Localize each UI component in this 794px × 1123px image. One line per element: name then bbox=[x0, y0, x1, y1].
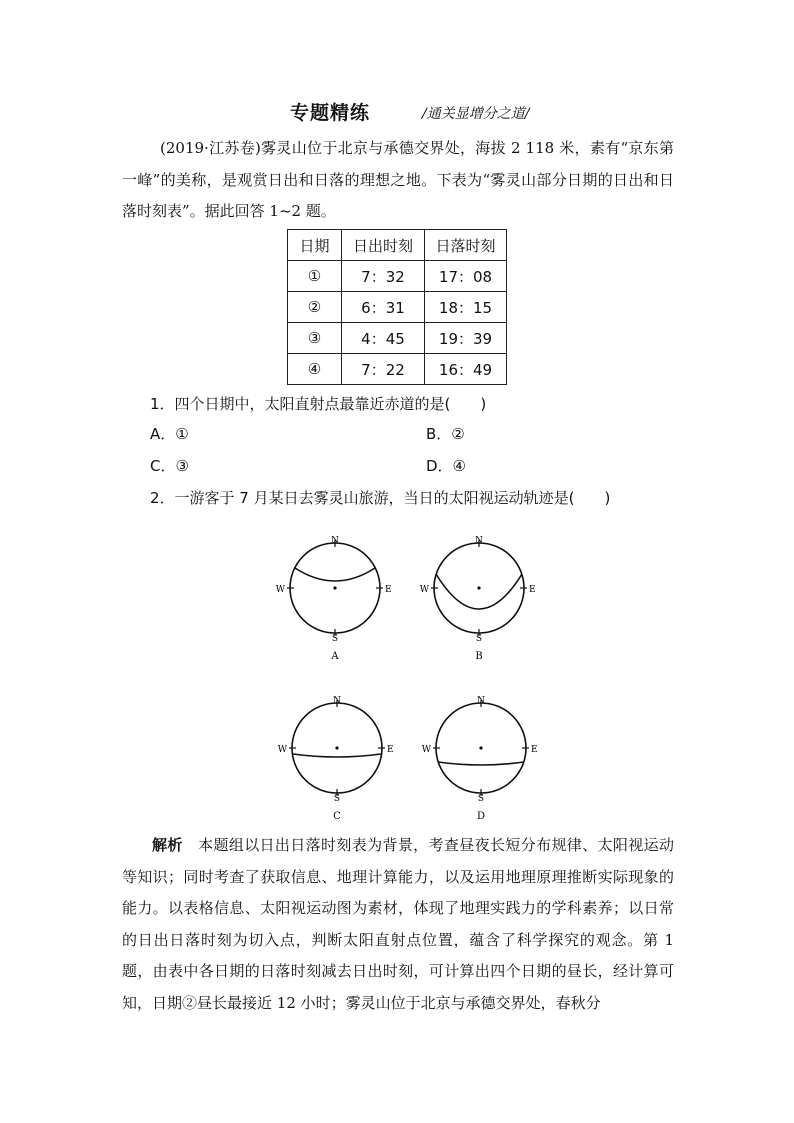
north-label: N bbox=[477, 696, 485, 706]
east-label: E bbox=[529, 585, 536, 595]
cell-sunset: 18：15 bbox=[425, 292, 507, 323]
table-header-row bbox=[288, 230, 507, 261]
table-row bbox=[288, 323, 507, 354]
diagram-a bbox=[276, 536, 392, 662]
north-label: N bbox=[333, 696, 341, 706]
question-1-option-d[interactable]: D．④ bbox=[426, 457, 466, 475]
sun-path-diagrams bbox=[270, 528, 550, 823]
south-label: S bbox=[333, 794, 341, 804]
question-1-option-a[interactable]: A．① bbox=[150, 425, 189, 443]
cell-date: ③ bbox=[288, 323, 342, 354]
north-label: N bbox=[331, 536, 339, 546]
cell-sunset: 19：39 bbox=[425, 323, 507, 354]
cell-sunrise: 7：22 bbox=[342, 354, 425, 385]
cell-sunset: 17：08 bbox=[425, 261, 507, 292]
section-title: 专题精练 bbox=[290, 102, 371, 124]
question-1-stem: 1．四个日期中，太阳直射点最靠近赤道的是( ) bbox=[150, 395, 487, 413]
column-header-sunrise: 日出时刻 bbox=[342, 230, 425, 261]
south-label: S bbox=[477, 794, 485, 804]
west-label: W bbox=[275, 585, 285, 595]
south-label: S bbox=[475, 634, 483, 644]
table-row bbox=[288, 354, 507, 385]
east-label: E bbox=[387, 745, 394, 755]
west-label: W bbox=[277, 745, 287, 755]
cell-date: ④ bbox=[288, 354, 342, 385]
column-header-date: 日期 bbox=[288, 230, 342, 261]
south-label: S bbox=[331, 634, 339, 644]
west-label: W bbox=[421, 745, 431, 755]
cell-sunrise: 4：45 bbox=[342, 323, 425, 354]
cell-sunrise: 7：32 bbox=[342, 261, 425, 292]
diagram-c-label: C bbox=[333, 811, 341, 822]
sunrise-sunset-table bbox=[287, 229, 507, 385]
section-heading bbox=[0, 98, 794, 128]
diagram-d-label: D bbox=[476, 811, 486, 822]
diagram-c bbox=[278, 696, 394, 822]
cell-sunset: 16：49 bbox=[425, 354, 507, 385]
analysis-text: 本题组以日出日落时刻表为背景，考查昼夜长短分布规律、太阳视运动等知识；同时考查了获取信息、地理计算能力，以及运用地理原理推断实际现象的能力。以表格信息、太阳视运动图为素材，体现了地理实践力的学科素养；以日常的日出日落时刻为切入点，判断太阳直射点位置，蕴含了科学探究的观念。第 1 题，由表中各日期的日落时刻减去日出时刻，可计算出四个日期的昼长，经计算可知，日期②昼长最接近 12 小时；雾灵山位于北京与承德交界处，春秋分 bbox=[122, 836, 674, 1012]
question-1-option-b[interactable]: B．② bbox=[426, 425, 465, 443]
diagram-b bbox=[420, 536, 536, 662]
intro-paragraph: (2019·江苏卷)雾灵山位于北京与承德交界处，海拔 2 118 米，素有“京东第一峰”的美称，是观赏日出和日落的理想之地。下表为“雾灵山部分日期的日出和日落时刻表”。据此回答 1~2 题。 bbox=[122, 139, 674, 220]
west-label: W bbox=[419, 585, 429, 595]
question-2-stem: 2．一游客于 7 月某日去雾灵山旅游，当日的太阳视运动轨迹是( ) bbox=[150, 489, 611, 507]
section-subtitle: /通关显增分之道/ bbox=[422, 106, 530, 122]
analysis-paragraph bbox=[122, 830, 674, 1019]
cell-date: ① bbox=[288, 261, 342, 292]
east-label: E bbox=[385, 585, 392, 595]
cell-sunrise: 6：31 bbox=[342, 292, 425, 323]
diagram-d bbox=[422, 696, 538, 822]
analysis-label: 解析 bbox=[152, 836, 183, 854]
north-label: N bbox=[475, 536, 483, 546]
table-row bbox=[288, 261, 507, 292]
question-1-option-c[interactable]: C．③ bbox=[150, 457, 189, 475]
column-header-sunset: 日落时刻 bbox=[425, 230, 507, 261]
east-label: E bbox=[531, 745, 538, 755]
diagram-a-label: A bbox=[331, 651, 339, 662]
cell-date: ② bbox=[288, 292, 342, 323]
table-row bbox=[288, 292, 507, 323]
diagram-b-label: B bbox=[475, 651, 483, 662]
